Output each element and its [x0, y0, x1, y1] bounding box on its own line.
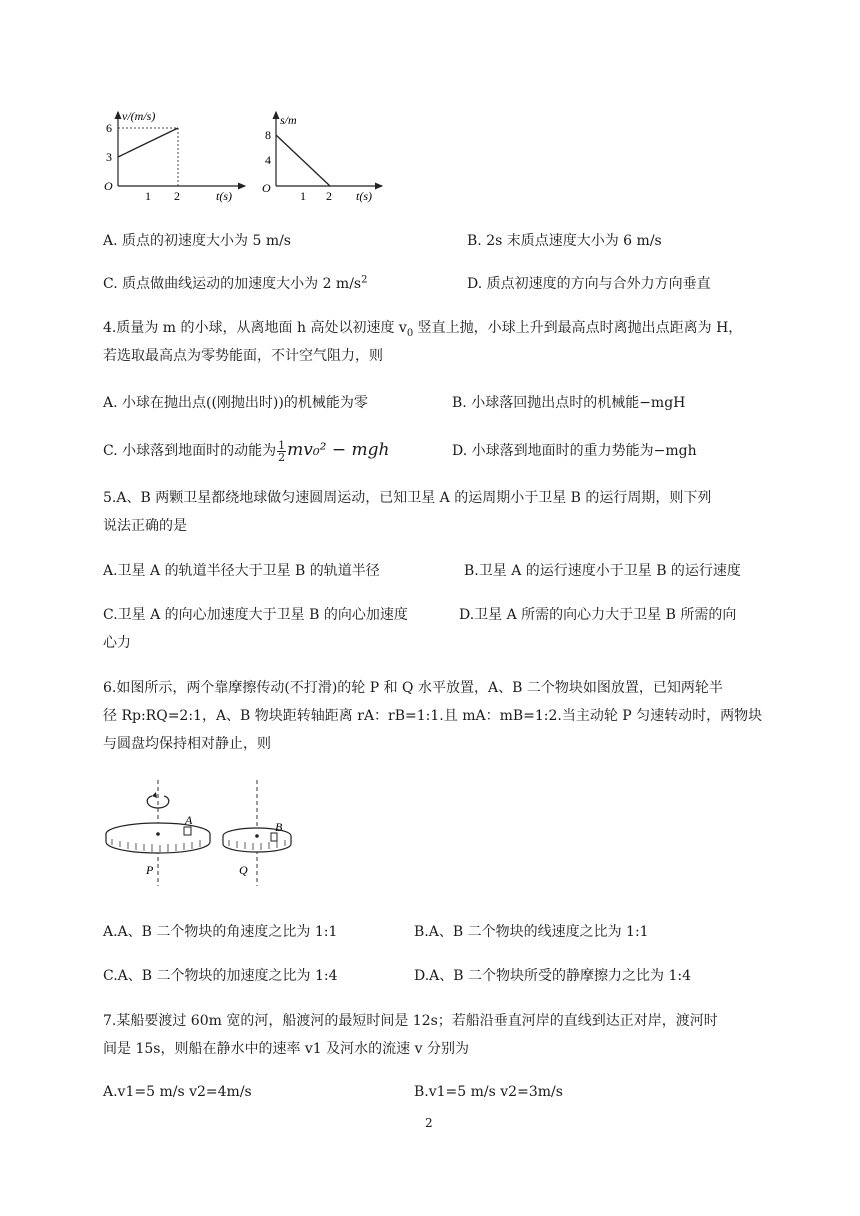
q7-stem-line-2: 间是 15s，则船在静水中的速率 v1 及河水的流速 v 分别为	[103, 1041, 469, 1057]
q6-option-c: C.A、B 二个物块的加速度之比为 1:4	[103, 968, 338, 984]
fraction-denominator: 2	[278, 450, 286, 464]
q7-option-a: A.v1=5 m/s v2=4m/s	[103, 1084, 252, 1100]
vt-xtick-1: 1	[145, 189, 151, 203]
st-xlabel: t(s)	[356, 189, 372, 203]
vt-ytick-3: 3	[106, 150, 112, 164]
q3-option-c-sup: 2	[361, 274, 368, 286]
st-xtick-1: 1	[300, 189, 306, 203]
q7-stem-line-1: 7.某船要渡过 60m 宽的河，船渡河的最短时间是 12s；若船沿垂直河岸的直线到达正对岸，渡河时	[103, 1013, 718, 1029]
q3-option-c	[103, 274, 367, 294]
q3-option-b: B. 2s 末质点速度大小为 6 m/s	[467, 233, 662, 249]
q4-stem-sub: 0	[406, 327, 414, 339]
st-origin: O	[262, 181, 271, 195]
label-Q: Q	[239, 863, 248, 877]
q4-option-c-formula: mv₀² − mgh	[287, 440, 390, 460]
st-xtick-2: 2	[326, 189, 332, 203]
q3-option-c-text: C. 质点做曲线运动的加速度大小为 2 m/s	[103, 276, 362, 292]
q4-stem-1b: 竖直上抛，小球上升到最高点时离抛出点距离为 H，	[413, 320, 743, 336]
q4-option-c-text: C. 小球落到地面时的动能为	[103, 443, 277, 459]
vt-origin: O	[104, 179, 113, 193]
q4-option-a: A. 小球在抛出点((刚抛出时))的机械能为零	[103, 395, 368, 411]
q6-option-d: D.A、B 二个物块所受的静摩擦力之比为 1:4	[414, 968, 692, 984]
q4-option-c	[103, 438, 389, 463]
q6-option-b: B.A、B 二个物块的线速度之比为 1:1	[414, 924, 649, 940]
vt-ytick-6: 6	[106, 121, 112, 135]
q6-option-a: A.A、B 二个物块的角速度之比为 1:1	[103, 924, 338, 940]
q3-option-d: D. 质点初速度的方向与合外力方向垂直	[467, 276, 711, 292]
q5-option-d-cont: 心力	[103, 635, 131, 651]
q4-option-b: B. 小球落回抛出点时的机械能−mgH	[452, 395, 686, 411]
label-A: A	[185, 813, 193, 827]
q5-stem-line-2: 说法正确的是	[103, 518, 187, 534]
vt-line	[118, 128, 178, 157]
q5-option-c: C.卫星 A 的向心加速度大于卫星 B 的向心加速度	[103, 607, 408, 623]
q4-option-d: D. 小球落到地面时的重力势能为−mgh	[452, 443, 697, 459]
q5-option-a: A.卫星 A 的轨道半径大于卫星 B 的轨道半径	[103, 563, 380, 579]
velocity-time-graph	[100, 108, 250, 203]
q4-option-c-fraction	[277, 440, 286, 463]
displacement-time-graph	[260, 108, 385, 203]
st-ytick-8: 8	[265, 128, 271, 142]
page-number: 2	[425, 1116, 433, 1130]
q6-stem-line-3: 与圆盘均保持相对静止，则	[103, 736, 271, 752]
q6-stem-line-1: 6.如图所示，两个靠摩擦传动(不打滑)的轮 P 和 Q 水平放置，A、B 二个物块如图放置，已知两轮半	[103, 680, 723, 696]
q4-stem-line-1	[103, 318, 742, 338]
label-B: B	[275, 820, 283, 834]
vt-ylabel: v/(m/s)	[122, 109, 156, 123]
q4-stem-1a: 4.质量为 m 的小球，从离地面 h 高处以初速度 v	[103, 320, 407, 336]
st-line	[276, 135, 330, 186]
friction-wheels-figure	[100, 778, 300, 893]
q5-option-d: D.卫星 A 所需的向心力大于卫星 B 所需的向	[459, 607, 737, 623]
q5-option-b: B.卫星 A 的运行速度小于卫星 B 的运行速度	[464, 563, 741, 579]
q6-stem-line-2: 径 Rp:RQ=2:1，A、B 物块距转轴距离 rA：rB=1:1.且 mA：mB=1:2.当主动轮 P 匀速转动时，两物块	[103, 708, 763, 724]
q4-stem-line-2: 若选取最高点为零势能面，不计空气阻力，则	[103, 348, 383, 364]
vt-xlabel: t(s)	[216, 189, 232, 203]
st-ytick-4: 4	[265, 153, 271, 167]
q5-stem-line-1: 5.A、B 两颗卫星都绕地球做匀速圆周运动，已知卫星 A 的运周期小于卫星 B 的运行周期，则下列	[103, 490, 712, 506]
vt-xtick-2: 2	[174, 189, 180, 203]
label-P: P	[146, 863, 154, 877]
q3-option-a: A. 质点的初速度大小为 5 m/s	[103, 233, 291, 249]
q7-option-b: B.v1=5 m/s v2=3m/s	[414, 1084, 563, 1100]
st-ylabel: s/m	[280, 113, 297, 127]
fraction-numerator: 1	[278, 438, 286, 452]
